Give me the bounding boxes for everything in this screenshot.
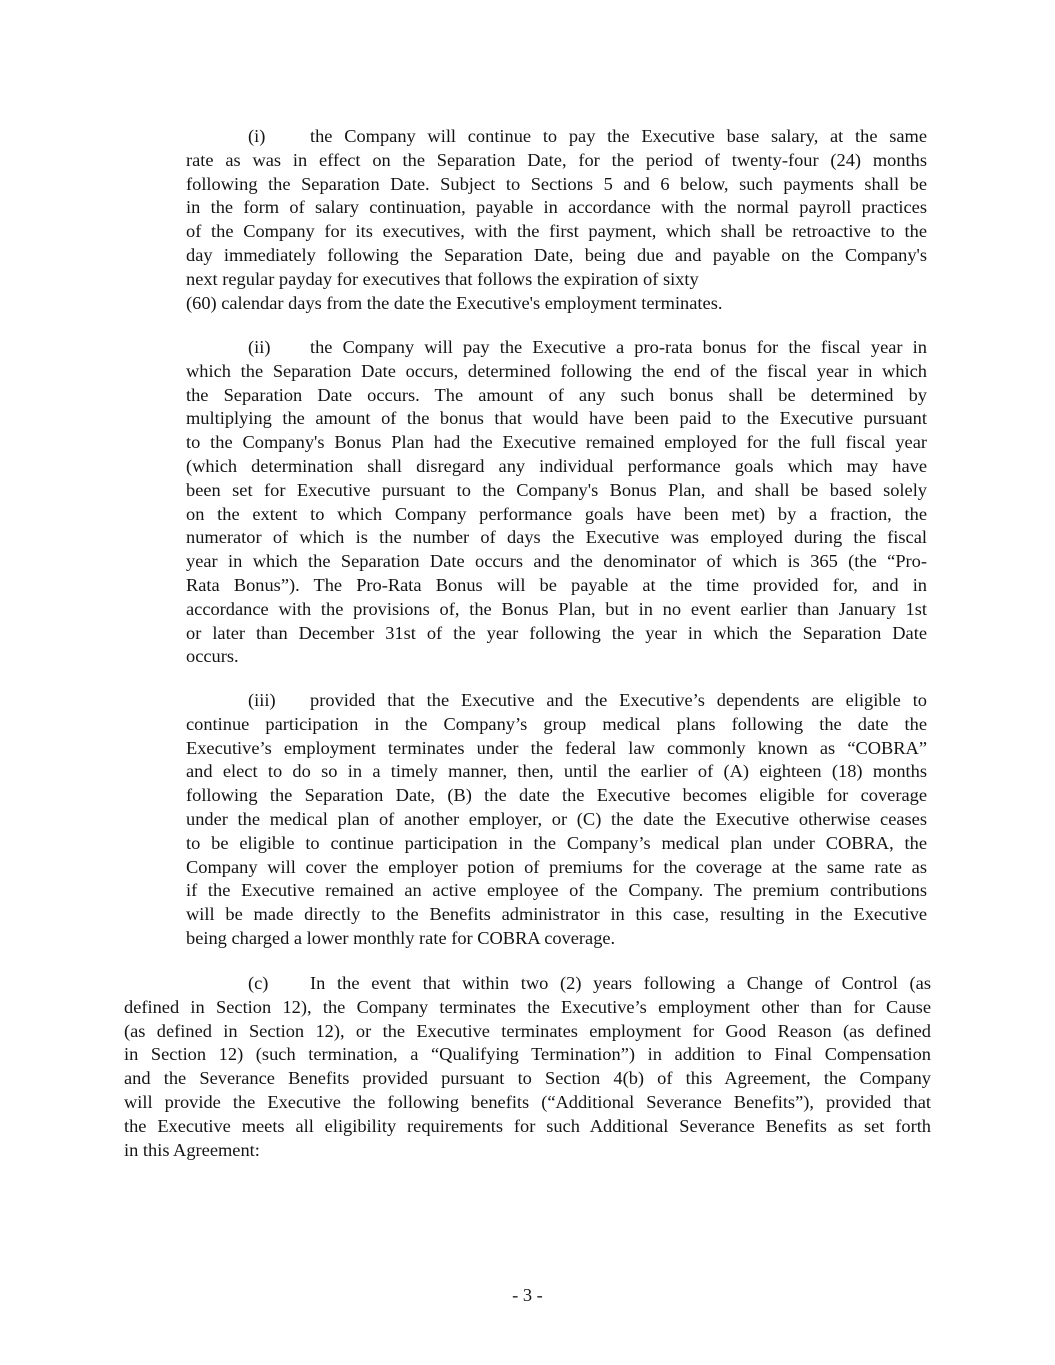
- paragraph-c: [124, 972, 931, 1162]
- paragraph-line: or later than December 31st of the year following the year in which the Separation Date: [186, 622, 927, 643]
- paragraph-line: in the form of salary continuation, payable in accordance with the normal payroll practices: [186, 197, 927, 218]
- paragraph-i: [186, 125, 927, 315]
- paragraph-line: (ii) the Company will pay the Executive a pro-rata bonus for the fiscal year in: [186, 336, 927, 360]
- paragraph-line: the Separation Date occurs. The amount of any such bonus shall be determined by: [186, 384, 927, 405]
- paragraph-line: in this Agreement:: [124, 1139, 260, 1160]
- paragraph-iii: [186, 689, 927, 951]
- paragraph-line: numerator of which is the number of days the Executive was employed during the fiscal: [186, 527, 927, 548]
- paragraph-line: multiplying the amount of the bonus that would have been paid to the Executive pursuant: [186, 408, 927, 429]
- paragraph-label: (c): [248, 973, 269, 993]
- paragraph-line: (60) calendar days from the date the Executive's employment terminates.: [186, 292, 723, 313]
- paragraph-line: and elect to do so in a timely manner, then, until the earlier of (A) eighteen (18) months: [186, 761, 927, 782]
- paragraph-line: the Executive meets all eligibility requirements for such Additional Severance Benefits as set forth: [124, 1115, 931, 1136]
- paragraph-label: (ii): [248, 337, 271, 357]
- paragraph-ii: [186, 336, 927, 669]
- page-number: - 3 -: [512, 1285, 543, 1305]
- paragraph-line: and the Severance Benefits provided pursuant to Section 4(b) of this Agreement, the Company: [124, 1068, 931, 1089]
- paragraph-line: next regular payday for executives that follows the expiration of sixty: [186, 268, 699, 289]
- paragraph-line: day immediately following the Separation Date, being due and payable on the Company's: [186, 244, 927, 265]
- paragraph-line: which the Separation Date occurs, determined following the end of the fiscal year in which: [186, 360, 927, 381]
- paragraph-line: will be made directly to the Benefits administrator in this case, resulting in the Executive: [186, 904, 927, 925]
- paragraph-line: year in which the Separation Date occurs and the denominator of which is 365 (the “Pro-: [186, 551, 927, 572]
- paragraph-line: following the Separation Date. Subject to Sections 5 and 6 below, such payments shall be: [186, 173, 927, 194]
- paragraph-label: (i): [248, 126, 266, 146]
- paragraph-line: to be eligible to continue participation in the Company’s medical plan under COBRA, the: [186, 832, 927, 853]
- paragraph-label: (iii): [248, 690, 276, 710]
- paragraph-line: (iii) provided that the Executive and the Executive’s dependents are eligible to: [186, 689, 927, 713]
- paragraph-line: to the Company's Bonus Plan had the Executive remained employed for the full fiscal year: [186, 432, 927, 453]
- paragraph-line: defined in Section 12), the Company terminates the Executive’s employment other than for Cause: [124, 996, 931, 1017]
- paragraph-line: (as defined in Section 12), or the Executive terminates employment for Good Reason (as defined: [124, 1020, 931, 1041]
- paragraph-line: Executive’s employment terminates under the federal law commonly known as “COBRA”: [186, 737, 927, 758]
- paragraph-line: if the Executive remained an active employee of the Company. The premium contributions: [186, 880, 927, 901]
- paragraph-line: under the medical plan of another employer, or (C) the date the Executive otherwise ceases: [186, 808, 927, 829]
- paragraph-line: (c) In the event that within two (2) years following a Change of Control (as: [124, 972, 931, 996]
- paragraph-line: rate as was in effect on the Separation Date, for the period of twenty-four (24) months: [186, 149, 927, 170]
- paragraph-line: of the Company for its executives, with the first payment, which shall be retroactive to the: [186, 221, 927, 242]
- paragraph-line: on the extent to which Company performance goals have been met) by a fraction, the: [186, 503, 927, 524]
- paragraph-line: will provide the Executive the following benefits (“Additional Severance Benefits”), provided that: [124, 1091, 931, 1112]
- paragraph-line: Rata Bonus”). The Pro-Rata Bonus will be payable at the time provided for, and in: [186, 574, 927, 595]
- paragraph-line: following the Separation Date, (B) the date the Executive becomes eligible for coverage: [186, 785, 927, 806]
- paragraph-line: occurs.: [186, 646, 239, 667]
- paragraph-line: continue participation in the Company’s group medical plans following the date the: [186, 713, 927, 734]
- paragraph-line: (i) the Company will continue to pay the Executive base salary, at the same: [186, 125, 927, 149]
- paragraph-line: in Section 12) (such termination, a “Qualifying Termination”) in addition to Final Compensation: [124, 1044, 931, 1065]
- paragraph-line: accordance with the provisions of, the Bonus Plan, but in no event earlier than January 1st: [186, 598, 927, 619]
- paragraph-line: Company will cover the employer potion of premiums for the coverage at the same rate as: [186, 856, 927, 877]
- paragraph-line: been set for Executive pursuant to the Company's Bonus Plan, and shall be based solely: [186, 479, 927, 500]
- paragraph-line: being charged a lower monthly rate for COBRA coverage.: [186, 927, 616, 948]
- paragraph-line: (which determination shall disregard any individual performance goals which may have: [186, 455, 927, 476]
